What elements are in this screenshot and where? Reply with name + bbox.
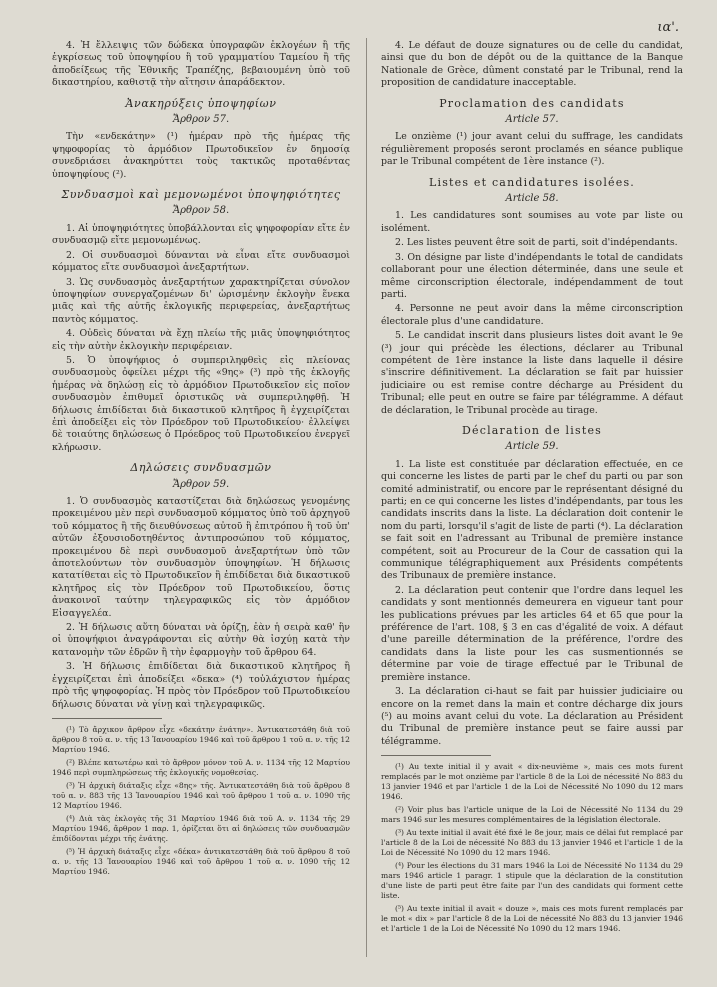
french-column — [381, 40, 683, 971]
article-title: Article 57. — [505, 114, 559, 126]
paragraph: 5. Le candidat inscrit dans plusieurs listes doit avant le 9e (³) jour qui précède les élections, déclarer au Tribunal compétent de 1ère instance la liste dans laquelle il désire s'inscrire définitivement. La déclaration se fait par huissier judiciaire ou est remise contre décharge au Président du Tribunal; elle peut en outre se faire par télégramme. A défaut de déclaration, le Tribunal procède au tirage. — [381, 330, 683, 416]
paragraph: 2. Les listes peuvent être soit de parti, soit d'indépendants. — [395, 237, 678, 249]
column-divider — [366, 38, 367, 957]
paragraph: 3. On désigne par liste d'indépendants le total de candidats collaborant pour une élection déterminée, dans une seule et même circonscription électorale, indépendamment de tout parti. — [381, 251, 683, 300]
paragraph: 2. Οἱ συνδυασμοὶ δύνανται νὰ εἶναι εἴτε συνδυασμοὶ κόμματος εἴτε συνδυασμοὶ ἀνεξαρτήτων. — [52, 249, 350, 274]
paragraph: 1. Les candidatures sont soumises au vote par liste ou isolément. — [381, 210, 683, 234]
footnote: (²) Voir plus bas l'article unique de la Loi de Nécessité No 1134 du 29 mars 1946 sur les mesures complémentaires de la législation électorale. — [381, 805, 683, 825]
article-title: Ἄρθρον 59. — [172, 478, 230, 490]
footnote: (⁵) Ἡ ἀρχικὴ διάταξις εἶχε «δέκα» ἀντικατεστάθη διὰ τοῦ ἄρθρου 8 τοῦ α. ν. τῆς 13 Ἰανουαρίου 1946 καὶ τοῦ ἄρθρου 1 τοῦ α. ν. 1090 τῆς 12 Μαρτίου 1946. — [52, 846, 350, 876]
paragraph: 1. Αἱ ὑποψηφιότητες ὑποβάλλονται εἰς ψηφοφορίαν εἴτε ἐν συνδυασμῷ εἴτε μεμονωμένως. — [52, 222, 350, 247]
footnote: (⁴) Pour les élections du 31 mars 1946 la Loi de Nécessité No 1134 du 29 mars 1946 article 1 paragr. 1 stipule que la déclaration de la constitution d'une liste de parti peut être faite par l'un des candidats qui forment cette liste. — [381, 861, 683, 901]
footnote: (⁴) Διὰ τὰς ἐκλογὰς τῆς 31 Μαρτίου 1946 διὰ τοῦ Α. ν. 1134 τῆς 29 Μαρτίου 1946, ἄρθρον 1 παρ. 1, ὁρίζεται ὅτι αἱ δηλώσεις τῶν συνδυασμῶν ἐπιδίδονται μέχρι τῆς ἐνάτης. — [52, 813, 350, 843]
paragraph: 4. Personne ne peut avoir dans la même circonscription électorale plus d'une candidature. — [381, 303, 683, 327]
footnote: (³) Ἡ ἀρχικὴ διάταξις εἶχε «8ης» τῆς. Ἀντικατεστάθη διὰ τοῦ ἄρθρου 8 τοῦ α. ν. 883 τῆς 13 Ἰανουαρίου 1946 καὶ τοῦ ἄρθρου 1 τοῦ α. ν. 1090 τῆς 12 Μαρτίου 1946. — [52, 780, 350, 810]
page-number: ια'. — [657, 20, 679, 35]
section-heading: Proclamation des candidats — [439, 96, 625, 110]
paragraph: Τὴν «ενδεκάτην» (¹) ἡμέραν πρὸ τῆς ἡμέρας τῆς ψηφοφορίας τὸ ἁρμόδιον Πρωτοδικεῖον ἐν δημοσίᾳ συνεδριάσει ἀνακηρύττει τοὺς τακτικῶς προταθέντας ὑποψηφίους (²). — [52, 131, 350, 180]
paragraph: 2. Ἡ δήλωσις αὕτη δύναται νὰ ὁρίζῃ, ἐὰν ἡ σειρὰ καθ' ἣν οἱ ὑποψήφιοι ἀναγράφονται εἰς αὐτὴν θὰ ἰσχύῃ κατὰ τὴν κατανομὴν τῶν ἐδρῶν ἢ τὴν ἐφαρμογὴν τοῦ ἄρθρου 64. — [52, 622, 350, 658]
footnote: (⁵) Au texte initial il avait « douze », mais ces mots furent remplacés par le mot « dix » par l'article 8 de la Loi de nécessité No 883 du 13 janvier 1946 et l'article 1 de la Loi de Nécessité No 1090 du 12 mars 1946. — [381, 904, 683, 934]
paragraph: 1. Ὁ συνδυασμὸς καταστίζεται διὰ δηλώσεως γενομένης προκειμένου μὲν περὶ συνδυασμοῦ κόμματος ὑπὸ τοῦ ἀρχηγοῦ τοῦ κόμματος ἢ τῆς διευθύνσεως αὐτοῦ ἢ ἐπιτρόπου ἢ τοῦ ὑπ' αὐτῶν ἐξουσιοδοτηθέντος ἀντιπροσώπου τοῦ κόμματος, προκειμένου δὲ περὶ συνδυασμοῦ ἀνεξαρτήτων ὑπὸ τῶν ἀποτελούντων τὸν συνδυασμὸν ὑποψηφίων. Ἡ δήλωσις κατατίθεται εἰς τὸ Πρωτοδικεῖον ἢ ἐπιδίδεται διὰ δικαστικοῦ κλητῆρος εἰς τὸν Πρόεδρον τοῦ Πρωτοδικείου, ὅστις ἀνακοινοῖ ταύτην τηλεγραφικῶς εἰς τὸν ἁρμόδιον Εἰσαγγελέα. — [52, 496, 350, 619]
footnote: (³) Au texte initial il avait été fixé le 8e jour, mais ce délai fut remplacé par l'article 8 de la Loi de nécessité No 883 du 13 janvier 1946 et l'article 1 de la Loi de Nécessité No 1090 du 12 mars 1946. — [381, 828, 683, 858]
article-title: Ἄρθρον 58. — [172, 205, 230, 217]
footnote-rule — [52, 718, 162, 719]
section-heading: Συνδυασμοὶ καὶ μεμονωμένοι ὑποψηφιότητες — [61, 188, 341, 202]
article-title: Article 58. — [505, 193, 559, 205]
footnote: (²) Βλέπε κατωτέρω καὶ τὸ ἄρθρον μόνον τοῦ Α. ν. 1134 τῆς 12 Μαρτίου 1946 περὶ συμπληρώσεως τῆς ἐκλογικῆς νομοθεσίας. — [52, 757, 350, 777]
article-title: Article 59. — [505, 441, 559, 453]
footnote: (¹) Τὸ ἄρχικον ἄρθρον εἶχε «δεκάτην ἐνάτην». Ἀντικατεστάθη διὰ τοῦ ἄρθρου 8 τοῦ α. ν. τῆς 13 Ἰανουαρίου 1946 καὶ τοῦ ἄρθρου 1 τοῦ α. ν. τῆς 12 Μαρτίου 1946. — [52, 724, 350, 754]
section-heading: Ἀνακηρύξεις ὑποψηφίων — [125, 96, 277, 110]
footnote: (¹) Au texte initial il y avait « dix-neuvième », mais ces mots furent remplacés par le mot onzième par l'article 8 de la Loi de nécessité No 883 du 13 janvier 1946 et par l'article 1 de la Loi de Nécessité No 1090 du 12 mars 1946. — [381, 762, 683, 802]
paragraph: 2. La déclaration peut contenir que l'ordre dans lequel les candidats y sont mentionnés demeurera en vigueur tant pour les publications prévues par les articles 64 et 65 que pour la préférence de l'art. 108, § 3 en cas d'égalité de voix. A défaut d'une pareille détermination de la préférence, l'ordre des candidats dans la liste pour les cas susmentionnés se détermine par voie de tirage effectué par le Tribunal de première instance. — [381, 584, 683, 683]
greek-column — [52, 40, 350, 971]
paragraph: 4. Le défaut de douze signatures ou de celle du candidat, ainsi que du bon de dépôt ou de la quittance de la Banque Nationale de Grèce, dûment constaté par le Tribunal, rend la proposition de candidature inacceptable. — [381, 40, 683, 89]
paragraph: 1. La liste est constituée par déclaration effectuée, en ce qui concerne les listes de parti par le chef du parti ou par son comité administratif, ou encore par le représentant désigné du parti; en ce qui concerne les listes d'indépendants, par tous les candidats inscrits dans la liste. La déclaration doit contenir le nom du parti, lorsqu'il s'agit de liste de parti (⁴). La déclaration se fait soit en l'adressant au Tribunal de première instance compétent, soit au Procureur de la Cour de cassation qui la communique télégraphiquement aux Présidents compétents des Tribunaux de première instance. — [381, 458, 683, 582]
paragraph: 3. La déclaration ci-haut se fait par huissier judiciaire ou encore on la remet dans la main et contre décharge dix jours (⁵) au moins avant celui du vote. La déclaration au Président du Tribunal de première instance peut se faire aussi par télégramme. — [381, 686, 683, 747]
section-heading: Déclaration de listes — [461, 423, 603, 437]
paragraph: 4. Οὐδεὶς δύναται νὰ ἔχῃ πλείω τῆς μιᾶς ὑποψηφιότητος εἰς τὴν αὐτὴν ἐκλογικὴν περιφέρειαν. — [52, 328, 350, 352]
section-heading: Δηλώσεις συνδυασμῶν — [130, 461, 272, 475]
paragraph: 3. Ὡς συνδυασμὸς ἀνεξαρτήτων χαρακτηρίζεται σύνολον ὑποψηφίων συνεργαζομένων δι' ὡρισμένην ἐκλογὴν ἕνεκα μιᾶς καὶ τῆς αὐτῆς ἐκλογικῆς περιφερείας, ἀνεξαρτήτως παντὸς κόμματος. — [52, 276, 350, 325]
paragraph: 4. Ἡ ἔλλειψις τῶν δώδεκα ὑπογραφῶν ἐκλογέων ἢ τῆς ἐγκρίσεως τοῦ ὑποψηφίου ἢ τοῦ γραμματίου Ταμείου ἢ τῆς ἀποδείξεως τῆς Ἐθνικῆς Τραπέζης, βεβαιουμένη ὑπὸ τοῦ δικαστηρίου, καθιστᾷ τὴν αἴτησιν ἀπαράδεκτον. — [52, 40, 350, 89]
footnote-rule — [381, 755, 491, 756]
paragraph: 5. Ὁ ὑποψήφιος ὁ συμπεριληφθεὶς εἰς πλείονας συνδυασμοὺς ὀφείλει μέχρι τῆς «9ης» (³) πρὸ τῆς ἐκλογῆς ἡμέρας νὰ δηλώσῃ εἰς τὸ ἁρμόδιον Πρωτοδικεῖον εἰς ποῖον συνδυασμὸν ἐπιθυμεῖ ὁριστικῶς νὰ συμπεριληφθῇ. Ἡ δήλωσις ἐπιδίδεται διὰ δικαστικοῦ κλητῆρος ἢ ἐγχειρίζεται ἐπὶ ἀποδείξει εἰς τὸν Πρόεδρον τοῦ Πρωτοδικείου· ἐλλείψει δὲ τοιαύτης δηλώσεως ὁ Πρόεδρος τοῦ Πρωτοδικείου ἐνεργεῖ κλήρωσιν. — [52, 354, 350, 453]
paragraph: 3. Ἡ δήλωσις ἐπιδίδεται διὰ δικαστικοῦ κλητῆρος ἢ ἐγχειρίζεται ἐπὶ ἀποδείξει «δεκα» (⁴) τοὐλάχιστον ἡμέρας πρὸ τῆς ψηφοφορίας. Ἡ πρὸς τὸν Πρόεδρον τοῦ Πρωτοδικείου δήλωσις δύναται νὰ γίνῃ καὶ τηλεγραφικῶς. — [52, 661, 350, 710]
article-title: Ἄρθρον 57. — [172, 114, 230, 126]
section-heading: Listes et candidatures isolées. — [428, 175, 635, 189]
paragraph: Le onzième (¹) jour avant celui du suffrage, les candidats régulièrement proposés seront proclamés en séance publique par le Tribunal compétent de 1ère instance (²). — [381, 131, 683, 168]
